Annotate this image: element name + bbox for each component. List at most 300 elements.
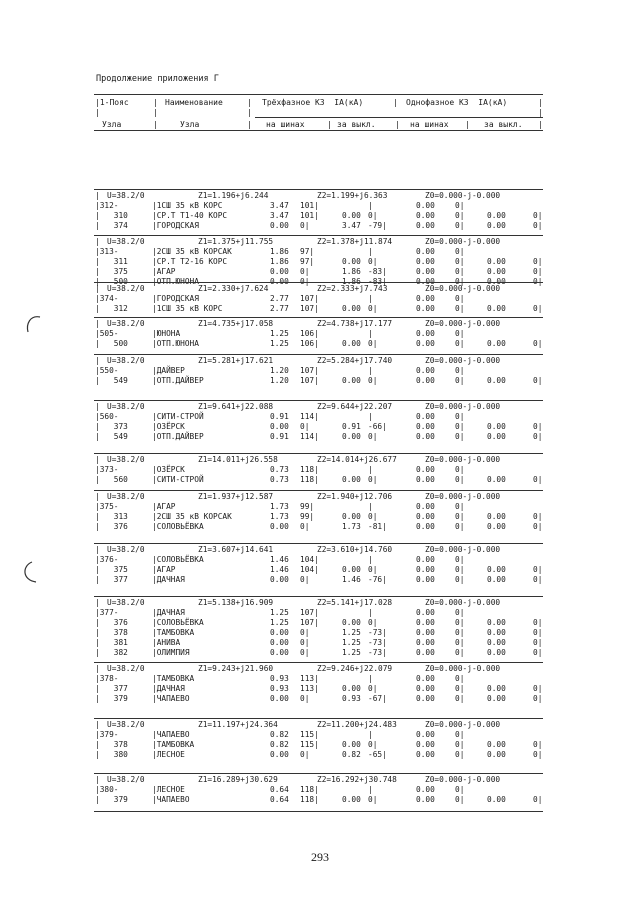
cell-c: 0.00 bbox=[416, 422, 435, 431]
cell-node: | 374 bbox=[95, 221, 128, 230]
block-z0: Z0=0.000-j-0.000 bbox=[425, 598, 501, 607]
cell-ap: 118| bbox=[300, 475, 319, 484]
cell-bp: 0| bbox=[368, 795, 378, 804]
cell-bp: | bbox=[368, 674, 373, 683]
block-header-row bbox=[95, 356, 543, 366]
cell-c: 0.00 bbox=[416, 475, 435, 484]
table-row bbox=[95, 674, 543, 684]
block-z1: Z1=3.607+j14.641 bbox=[198, 545, 274, 554]
cell-cp: 0| bbox=[455, 475, 465, 484]
cell-ap: 0| bbox=[300, 422, 310, 431]
cell-name: |ОТП.ДАЙВЕР bbox=[152, 432, 204, 441]
cell-c: 0.00 bbox=[416, 376, 435, 385]
cell-ap: 118| bbox=[300, 465, 319, 474]
block-z2: Z2=4.738+j17.177 bbox=[317, 319, 393, 328]
cell-a: 1.25 bbox=[270, 329, 289, 338]
cell-a: 0.00 bbox=[270, 422, 289, 431]
cell-b: 1.25 bbox=[342, 628, 361, 637]
cell-d: 0.00 bbox=[487, 211, 506, 220]
cell-ap: 97| bbox=[300, 247, 315, 256]
cell-name: |АГАР bbox=[152, 267, 176, 276]
table-row bbox=[95, 750, 543, 760]
block-z2: Z2=5.141+j17.028 bbox=[317, 598, 393, 607]
block-separator bbox=[94, 453, 543, 454]
cell-bp: 0| bbox=[368, 339, 378, 348]
cell-bp: | bbox=[368, 502, 373, 511]
cell-cp: 0| bbox=[455, 730, 465, 739]
block-z2: Z2=3.610+j14.760 bbox=[317, 545, 393, 554]
table-row bbox=[95, 740, 543, 750]
cell-cp: 0| bbox=[455, 294, 465, 303]
cell-cp: 0| bbox=[455, 674, 465, 683]
cell-bp: -76| bbox=[368, 575, 387, 584]
cell-d: 0.00 bbox=[487, 575, 506, 584]
cell-bp: 0| bbox=[368, 257, 378, 266]
cell-a: 1.73 bbox=[270, 502, 289, 511]
block-z0: Z0=0.000-j-0.000 bbox=[425, 402, 501, 411]
cell-c: 0.00 bbox=[416, 730, 435, 739]
block-u: U=38.2/0 bbox=[107, 664, 145, 673]
cell-dp: 0| bbox=[533, 565, 543, 574]
cell-ap: 0| bbox=[300, 694, 310, 703]
cell-name: |2СШ 35 кВ КОРСАК bbox=[152, 247, 232, 256]
table-row bbox=[95, 247, 543, 257]
cell-a: 0.73 bbox=[270, 475, 289, 484]
header-bottom-border bbox=[94, 130, 543, 131]
cell-a: 0.91 bbox=[270, 412, 289, 421]
cell-b: 0.00 bbox=[342, 795, 361, 804]
cell-ap: 0| bbox=[300, 750, 310, 759]
table-row bbox=[95, 465, 543, 475]
block-z0: Z0=0.000-j-0.000 bbox=[425, 455, 501, 464]
cell-c: 0.00 bbox=[416, 795, 435, 804]
cell-name: |АГАР bbox=[152, 565, 176, 574]
cell-bp: 0| bbox=[368, 512, 378, 521]
cell-bp: 0| bbox=[368, 432, 378, 441]
cell-bp: 0| bbox=[368, 304, 378, 313]
cell-ap: 113| bbox=[300, 674, 319, 683]
cell-b: 0.82 bbox=[342, 750, 361, 759]
header-cell: Узла bbox=[180, 120, 200, 129]
cell-name: |СР.Т Т1-40 КОРС bbox=[152, 211, 228, 220]
cell-cp: 0| bbox=[455, 257, 465, 266]
block-u: U=38.2/0 bbox=[107, 598, 145, 607]
cell-node: |505- bbox=[95, 329, 119, 338]
block-u: U=38.2/0 bbox=[107, 720, 145, 729]
cell-dp: 0| bbox=[533, 795, 543, 804]
cell-name: |ЧАПАЕВО bbox=[152, 730, 190, 739]
cell-c: 0.00 bbox=[416, 512, 435, 521]
cell-c: 0.00 bbox=[416, 221, 435, 230]
cell-dp: 0| bbox=[533, 694, 543, 703]
cell-d: 0.00 bbox=[487, 267, 506, 276]
header-subdivider bbox=[255, 117, 543, 118]
cell-bp: | bbox=[368, 329, 373, 338]
cell-dp: 0| bbox=[533, 684, 543, 693]
cell-d: 0.00 bbox=[487, 628, 506, 637]
block-z2: Z2=16.292+j30.748 bbox=[317, 775, 397, 784]
table-row bbox=[95, 522, 543, 532]
block-header-row bbox=[95, 284, 543, 294]
cell-b: 1.46 bbox=[342, 575, 361, 584]
row-border: | bbox=[95, 319, 100, 328]
block-u: U=38.2/0 bbox=[107, 319, 145, 328]
cell-a: 1.25 bbox=[270, 339, 289, 348]
cell-dp: 0| bbox=[533, 522, 543, 531]
cell-node: |550- bbox=[95, 366, 119, 375]
block-z0: Z0=0.000-j-0.000 bbox=[425, 284, 501, 293]
block-z1: Z1=16.289+j30.629 bbox=[198, 775, 278, 784]
cell-dp: 0| bbox=[533, 475, 543, 484]
row-border: | bbox=[95, 356, 100, 365]
cell-c: 0.00 bbox=[416, 740, 435, 749]
block-header-row bbox=[95, 402, 543, 412]
header-cell: | bbox=[153, 120, 158, 129]
cell-node: |373- bbox=[95, 465, 119, 474]
cell-bp: -73| bbox=[368, 638, 387, 647]
block-z0: Z0=0.000-j-0.000 bbox=[425, 356, 501, 365]
row-border: | bbox=[95, 284, 100, 293]
cell-d: 0.00 bbox=[487, 740, 506, 749]
cell-cp: 0| bbox=[455, 267, 465, 276]
cell-cp: 0| bbox=[455, 221, 465, 230]
cell-cp: 0| bbox=[455, 304, 465, 313]
cell-c: 0.00 bbox=[416, 304, 435, 313]
block-z1: Z1=5.138+j16.909 bbox=[198, 598, 274, 607]
cell-ap: 0| bbox=[300, 221, 310, 230]
row-border: | bbox=[95, 598, 100, 607]
cell-name: |ОЗЁРСК bbox=[152, 422, 185, 431]
row-border: | bbox=[95, 492, 100, 501]
cell-node: | 310 bbox=[95, 211, 128, 220]
table-row bbox=[95, 628, 543, 638]
cell-node: | 500 bbox=[95, 277, 128, 286]
cell-node: | 379 bbox=[95, 795, 128, 804]
cell-cp: 0| bbox=[455, 638, 465, 647]
cell-d: 0.00 bbox=[487, 795, 506, 804]
cell-bp: | bbox=[368, 730, 373, 739]
header-cell: | bbox=[393, 98, 398, 107]
cell-ap: 104| bbox=[300, 565, 319, 574]
block-u: U=38.2/0 bbox=[107, 775, 145, 784]
cell-b: 1.86 bbox=[342, 267, 361, 276]
cell-c: 0.00 bbox=[416, 638, 435, 647]
table-row bbox=[95, 432, 543, 442]
cell-a: 0.00 bbox=[270, 638, 289, 647]
cell-a: 0.00 bbox=[270, 267, 289, 276]
cell-name: |СОЛОВЬЁВКА bbox=[152, 618, 204, 627]
header-cell: Узла bbox=[102, 120, 122, 129]
cell-cp: 0| bbox=[455, 555, 465, 564]
cell-b: 1.86 bbox=[342, 277, 361, 286]
cell-d: 0.00 bbox=[487, 475, 506, 484]
cell-dp: 0| bbox=[533, 221, 543, 230]
cell-name: |ЮНОНА bbox=[152, 329, 181, 338]
table-row bbox=[95, 366, 543, 376]
block-header-row bbox=[95, 720, 543, 730]
cell-bp: | bbox=[368, 608, 373, 617]
cell-ap: 107| bbox=[300, 376, 319, 385]
cell-b: 0.93 bbox=[342, 694, 361, 703]
cell-node: | 312 bbox=[95, 304, 128, 313]
table-row bbox=[95, 512, 543, 522]
cell-ap: 0| bbox=[300, 277, 310, 286]
cell-d: 0.00 bbox=[487, 638, 506, 647]
block-header-row bbox=[95, 664, 543, 674]
scan-mark-bottom bbox=[20, 560, 42, 586]
cell-dp: 0| bbox=[533, 376, 543, 385]
block-header-row bbox=[95, 455, 543, 465]
block-z2: Z2=2.333+j7.743 bbox=[317, 284, 388, 293]
cell-ap: 107| bbox=[300, 608, 319, 617]
cell-cp: 0| bbox=[455, 329, 465, 338]
header-cell: за выкл. bbox=[484, 120, 523, 129]
cell-cp: 0| bbox=[455, 750, 465, 759]
block-separator bbox=[94, 596, 543, 597]
block-separator bbox=[94, 718, 543, 719]
cell-cp: 0| bbox=[455, 795, 465, 804]
cell-ap: 97| bbox=[300, 257, 315, 266]
row-border: | bbox=[95, 455, 100, 464]
cell-node: | 500 bbox=[95, 339, 128, 348]
row-border: | bbox=[95, 545, 100, 554]
cell-a: 0.00 bbox=[270, 628, 289, 637]
header-cell: |1-Пояс bbox=[95, 98, 129, 107]
cell-name: |ДАЧНАЯ bbox=[152, 608, 185, 617]
cell-ap: 106| bbox=[300, 339, 319, 348]
table-row bbox=[95, 648, 543, 658]
block-separator bbox=[94, 282, 543, 283]
block-z0: Z0=0.000-j-0.000 bbox=[425, 492, 501, 501]
cell-bp: -81| bbox=[368, 522, 387, 531]
cell-name: |ЧАПАЕВО bbox=[152, 795, 190, 804]
cell-dp: 0| bbox=[533, 267, 543, 276]
block-z2: Z2=14.014+j26.677 bbox=[317, 455, 397, 464]
cell-dp: 0| bbox=[533, 432, 543, 441]
cell-a: 0.82 bbox=[270, 730, 289, 739]
table-row bbox=[95, 329, 543, 339]
cell-name: |СИТИ-СТРОЙ bbox=[152, 412, 204, 421]
block-z1: Z1=1.196+j6.244 bbox=[198, 191, 269, 200]
row-border: | bbox=[95, 237, 100, 246]
cell-cp: 0| bbox=[455, 565, 465, 574]
cell-dp: 0| bbox=[533, 339, 543, 348]
cell-bp: | bbox=[368, 465, 373, 474]
header-cell: | bbox=[327, 120, 332, 129]
cell-c: 0.00 bbox=[416, 257, 435, 266]
cell-b: 0.00 bbox=[342, 304, 361, 313]
cell-name: |СОЛОВЬЁВКА bbox=[152, 555, 204, 564]
cell-c: 0.00 bbox=[416, 785, 435, 794]
cell-dp: 0| bbox=[533, 257, 543, 266]
cell-node: |374- bbox=[95, 294, 119, 303]
cell-name: |2СШ 35 кВ КОРСАК bbox=[152, 512, 232, 521]
cell-d: 0.00 bbox=[487, 522, 506, 531]
cell-c: 0.00 bbox=[416, 339, 435, 348]
cell-node: | 381 bbox=[95, 638, 128, 647]
block-header-row bbox=[95, 598, 543, 608]
cell-bp: -67| bbox=[368, 694, 387, 703]
table-row bbox=[95, 475, 543, 485]
cell-name: |1СШ 35 кВ КОРС bbox=[152, 304, 223, 313]
cell-b: 0.00 bbox=[342, 432, 361, 441]
cell-dp: 0| bbox=[533, 304, 543, 313]
table-row bbox=[95, 339, 543, 349]
page-caption: Продолжение приложения Г bbox=[96, 74, 219, 84]
block-header-row bbox=[95, 775, 543, 785]
cell-cp: 0| bbox=[455, 247, 465, 256]
table-row bbox=[95, 638, 543, 648]
header-cell: Наименование bbox=[165, 98, 223, 107]
cell-node: | 376 bbox=[95, 618, 128, 627]
cell-name: |ОТП.ЮНОНА bbox=[152, 339, 199, 348]
cell-cp: 0| bbox=[455, 432, 465, 441]
cell-d: 0.00 bbox=[487, 565, 506, 574]
cell-a: 0.73 bbox=[270, 465, 289, 474]
cell-node: |378- bbox=[95, 674, 119, 683]
cell-d: 0.00 bbox=[487, 257, 506, 266]
cell-d: 0.00 bbox=[487, 694, 506, 703]
table-row bbox=[95, 785, 543, 795]
cell-name: |ДАЧНАЯ bbox=[152, 684, 185, 693]
block-z2: Z2=5.284+j17.740 bbox=[317, 356, 393, 365]
cell-cp: 0| bbox=[455, 694, 465, 703]
block-z2: Z2=1.199+j6.363 bbox=[317, 191, 388, 200]
cell-name: |СИТИ-СТРОЙ bbox=[152, 475, 204, 484]
block-separator bbox=[94, 317, 543, 318]
cell-a: 0.00 bbox=[270, 522, 289, 531]
block-u: U=38.2/0 bbox=[107, 356, 145, 365]
page-number: 293 bbox=[311, 850, 329, 864]
cell-node: |313- bbox=[95, 247, 119, 256]
cell-cp: 0| bbox=[455, 412, 465, 421]
cell-ap: 99| bbox=[300, 502, 315, 511]
header-cell: | bbox=[538, 98, 543, 107]
block-z1: Z1=14.011+j26.558 bbox=[198, 455, 278, 464]
cell-bp: 0| bbox=[368, 684, 378, 693]
cell-name: |ЛЕСНОЕ bbox=[152, 750, 185, 759]
table-row bbox=[95, 267, 543, 277]
cell-node: |376- bbox=[95, 555, 119, 564]
cell-bp: -79| bbox=[368, 221, 387, 230]
cell-dp: 0| bbox=[533, 618, 543, 627]
cell-c: 0.00 bbox=[416, 648, 435, 657]
cell-a: 1.25 bbox=[270, 608, 289, 617]
cell-c: 0.00 bbox=[416, 694, 435, 703]
cell-a: 3.47 bbox=[270, 201, 289, 210]
cell-a: 1.20 bbox=[270, 376, 289, 385]
cell-c: 0.00 bbox=[416, 575, 435, 584]
cell-d: 0.00 bbox=[487, 304, 506, 313]
block-z2: Z2=9.644+j22.207 bbox=[317, 402, 393, 411]
cell-node: | 377 bbox=[95, 684, 128, 693]
cell-cp: 0| bbox=[455, 628, 465, 637]
cell-a: 0.93 bbox=[270, 684, 289, 693]
header-cell: | bbox=[395, 120, 400, 129]
cell-cp: 0| bbox=[455, 502, 465, 511]
block-z1: Z1=5.281+j17.621 bbox=[198, 356, 274, 365]
cell-d: 0.00 bbox=[487, 648, 506, 657]
cell-ap: 101| bbox=[300, 201, 319, 210]
cell-a: 0.00 bbox=[270, 575, 289, 584]
block-z2: Z2=1.378+j11.874 bbox=[317, 237, 393, 246]
cell-dp: 0| bbox=[533, 750, 543, 759]
cell-d: 0.00 bbox=[487, 339, 506, 348]
cell-b: 0.00 bbox=[342, 339, 361, 348]
cell-cp: 0| bbox=[455, 575, 465, 584]
cell-ap: 114| bbox=[300, 432, 319, 441]
table-row bbox=[95, 412, 543, 422]
block-z1: Z1=9.243+j21.960 bbox=[198, 664, 274, 673]
cell-bp: 0| bbox=[368, 565, 378, 574]
block-z0: Z0=0.000-j-0.000 bbox=[425, 664, 501, 673]
cell-node: | 376 bbox=[95, 522, 128, 531]
block-z2: Z2=11.200+j24.483 bbox=[317, 720, 397, 729]
cell-c: 0.00 bbox=[416, 674, 435, 683]
block-separator bbox=[94, 811, 543, 812]
cell-b: 0.00 bbox=[342, 565, 361, 574]
cell-node: | 549 bbox=[95, 376, 128, 385]
cell-b: 0.91 bbox=[342, 422, 361, 431]
cell-bp: 0| bbox=[368, 475, 378, 484]
cell-c: 0.00 bbox=[416, 618, 435, 627]
cell-node: | 377 bbox=[95, 575, 128, 584]
cell-ap: 115| bbox=[300, 730, 319, 739]
row-border: | bbox=[95, 191, 100, 200]
block-z1: Z1=2.330+j7.624 bbox=[198, 284, 269, 293]
cell-b: 1.73 bbox=[342, 522, 361, 531]
header-divider: | bbox=[247, 108, 252, 117]
table-row bbox=[95, 294, 543, 304]
cell-ap: 118| bbox=[300, 795, 319, 804]
block-separator bbox=[94, 235, 543, 236]
cell-bp: | bbox=[368, 201, 373, 210]
cell-ap: 101| bbox=[300, 211, 319, 220]
header-cell: | bbox=[465, 120, 470, 129]
cell-ap: 114| bbox=[300, 412, 319, 421]
cell-dp: 0| bbox=[533, 638, 543, 647]
cell-name: |ТАМБОВКА bbox=[152, 674, 195, 683]
block-header-row bbox=[95, 319, 543, 329]
cell-c: 0.00 bbox=[416, 502, 435, 511]
block-z0: Z0=0.000-j-0.000 bbox=[425, 319, 501, 328]
cell-a: 1.20 bbox=[270, 366, 289, 375]
cell-name: |АНИВА bbox=[152, 638, 181, 647]
cell-b: 0.00 bbox=[342, 684, 361, 693]
cell-bp: -73| bbox=[368, 628, 387, 637]
cell-ap: 0| bbox=[300, 648, 310, 657]
block-z0: Z0=0.000-j-0.000 bbox=[425, 237, 501, 246]
cell-node: |377- bbox=[95, 608, 119, 617]
cell-d: 0.00 bbox=[487, 512, 506, 521]
cell-name: |СР.Т Т2-16 КОРС bbox=[152, 257, 228, 266]
cell-node: |380- bbox=[95, 785, 119, 794]
cell-cp: 0| bbox=[455, 366, 465, 375]
cell-c: 0.00 bbox=[416, 277, 435, 286]
cell-cp: 0| bbox=[455, 684, 465, 693]
cell-name: |ОТП.ЮНОНА bbox=[152, 277, 199, 286]
block-u: U=38.2/0 bbox=[107, 455, 145, 464]
cell-a: 0.93 bbox=[270, 674, 289, 683]
cell-c: 0.00 bbox=[416, 432, 435, 441]
block-u: U=38.2/0 bbox=[107, 492, 145, 501]
table-row bbox=[95, 304, 543, 314]
cell-node: | 549 bbox=[95, 432, 128, 441]
cell-b: 1.25 bbox=[342, 638, 361, 647]
cell-ap: 107| bbox=[300, 294, 319, 303]
cell-cp: 0| bbox=[455, 785, 465, 794]
cell-node: | 379 bbox=[95, 694, 128, 703]
